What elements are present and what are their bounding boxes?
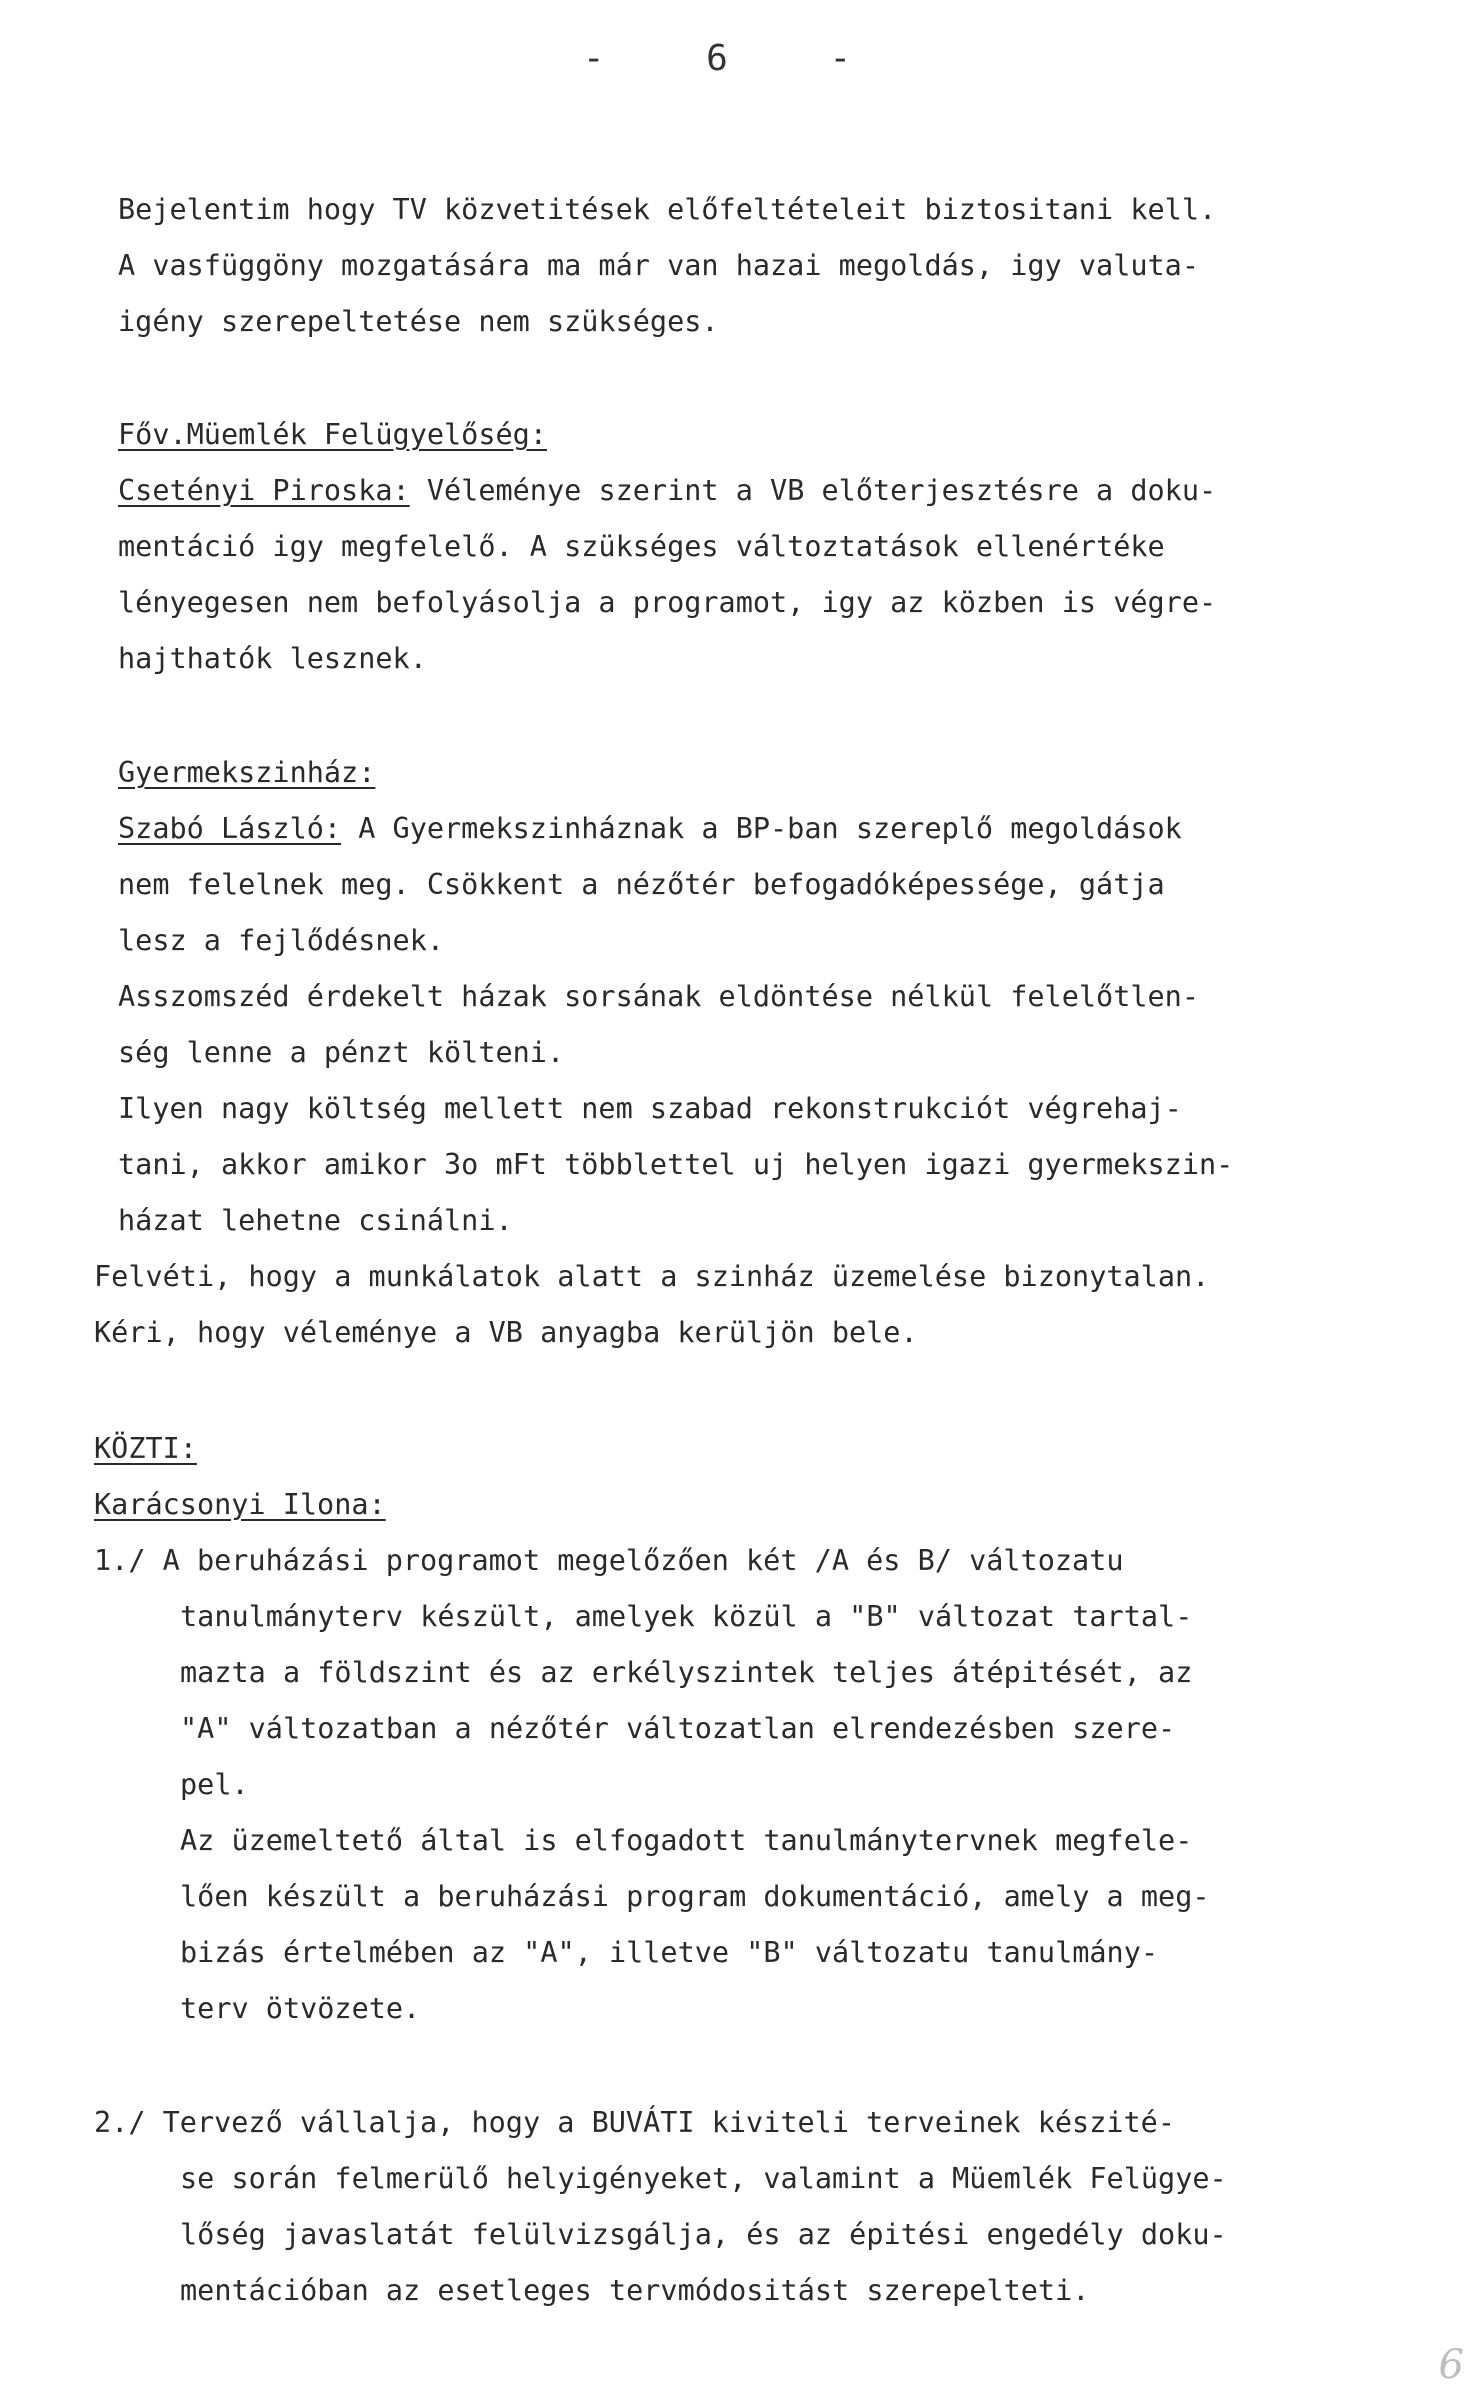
text-line-18 <box>94 1260 1209 1294</box>
text-line-32 <box>180 2162 1227 2196</box>
text-line-7 <box>118 586 1216 620</box>
text-line-34 <box>180 2274 1089 2308</box>
text-span: A vasfüggöny mozgatására ma már van hazai megoldás, igy valuta- <box>118 249 1199 282</box>
text-line-6 <box>118 530 1165 564</box>
text-line-26 <box>180 1768 249 1802</box>
text-span: mazta a földszint és az erkélyszintek teljes átépitését, az <box>180 1656 1193 1689</box>
text-span: házat lehetne csinálni. <box>118 1204 513 1237</box>
text-span: se során felmerülő helyigényeket, valamint a Müemlék Felügye- <box>180 2162 1227 2195</box>
speaker-name: Szabó László: <box>118 812 342 845</box>
section-heading-kozti <box>94 1432 197 1466</box>
text-span: ség lenne a pénzt költeni. <box>118 1036 565 1069</box>
text-span: mentáció igy megfelelő. A szükséges változtatások ellenértéke <box>118 530 1165 563</box>
text-span: hajthatók lesznek. <box>118 642 427 675</box>
text-span: 1./ A beruházási programot megelőzően két /A és B/ változatu <box>94 1544 1124 1577</box>
text-line-8 <box>118 642 427 676</box>
speaker-karacsonyi <box>94 1488 386 1522</box>
text-line-11 <box>118 868 1165 902</box>
heading-text: KÖZTI: <box>94 1432 197 1465</box>
text-span: Bejelentim hogy TV közvetitések előfeltételeit biztositani kell. <box>118 193 1217 226</box>
text-span: Felvéti, hogy a munkálatok alatt a szinház üzemelése bizonytalan. <box>94 1260 1210 1293</box>
text-line-30 <box>180 1992 420 2026</box>
text-line-23 <box>180 1600 1192 1634</box>
text-line-13 <box>118 980 1199 1014</box>
text-span: tanulmányterv készült, amelyek közül a "B" változat tartal- <box>180 1600 1193 1633</box>
text-span: nem felelnek meg. Csökkent a nézőtér befogadóképessége, gátja <box>118 868 1165 901</box>
text-line-22 <box>94 1544 1124 1578</box>
text-span: lesz a fejlődésnek. <box>118 924 445 957</box>
text-span: pel. <box>180 1768 249 1801</box>
text-line-31 <box>94 2106 1175 2140</box>
text-line-10 <box>118 812 1182 846</box>
section-heading-muemlek <box>118 418 547 452</box>
text-span: lően készült a beruházási program dokumentáció, amely a meg- <box>180 1880 1210 1913</box>
text-span: Asszomszéd érdekelt házak sorsának eldöntése nélkül felelőtlen- <box>118 980 1199 1013</box>
text-line-14 <box>118 1036 564 1070</box>
text-line-2 <box>118 249 1199 283</box>
text-span: Véleménye szerint a VB előterjesztésre a doku- <box>409 474 1217 507</box>
speaker-name: Csetényi Piroska: <box>118 474 410 507</box>
text-line-12 <box>118 924 444 958</box>
corner-page-mark: 6 <box>1438 2342 1464 2388</box>
text-line-24 <box>180 1656 1192 1690</box>
text-span: Kéri, hogy véleménye a VB anyagba kerüljön bele. <box>94 1316 918 1349</box>
text-span: Az üzemeltető által is elfogadott tanulmánytervnek megfele- <box>180 1824 1193 1857</box>
text-span: 2./ Tervező vállalja, hogy a BUVÁTI kiviteli terveinek készité- <box>94 2106 1175 2139</box>
text-line-33 <box>180 2218 1227 2252</box>
text-line-15 <box>118 1092 1182 1126</box>
text-line-27 <box>180 1824 1192 1858</box>
text-span: lényegesen nem befolyásolja a programot, igy az közben is végre- <box>118 586 1217 619</box>
text-span: mentációban az esetleges tervmódositást szerepelteti. <box>180 2274 1090 2307</box>
text-span: bizás értelmében az "A", illetve "B" változatu tanulmány- <box>180 1936 1159 1969</box>
text-line-5 <box>118 474 1216 508</box>
text-line-3 <box>118 305 719 339</box>
section-heading-gyermekszinhaz <box>118 756 375 790</box>
text-span: lőség javaslatát felülvizsgálja, és az épitési engedély doku- <box>180 2218 1227 2251</box>
speaker-name: Karácsonyi Ilona: <box>94 1488 386 1521</box>
text-line-16 <box>118 1148 1233 1182</box>
text-span: tani, akkor amikor 3o mFt többlettel uj helyen igazi gyermekszin- <box>118 1148 1234 1181</box>
heading-text: Főv.Müemlék Felügyelőség: <box>118 418 547 451</box>
text-line-25 <box>180 1712 1175 1746</box>
text-line-28 <box>180 1880 1210 1914</box>
text-line-1 <box>118 193 1216 227</box>
text-line-19 <box>94 1316 918 1350</box>
text-span: A Gyermekszinháznak a BP-ban szereplő megoldások <box>341 812 1182 845</box>
page-number: - 6 - <box>582 38 892 79</box>
text-span: "A" változatban a nézőtér változatlan elrendezésben szere- <box>180 1712 1176 1745</box>
text-line-29 <box>180 1936 1158 1970</box>
heading-text: Gyermekszinház: <box>118 756 376 789</box>
text-span: igény szerepeltetése nem szükséges. <box>118 305 719 338</box>
text-span: Ilyen nagy költség mellett nem szabad rekonstrukciót végrehaj- <box>118 1092 1182 1125</box>
text-span: terv ötvözete. <box>180 1992 421 2025</box>
text-line-17 <box>118 1204 513 1238</box>
